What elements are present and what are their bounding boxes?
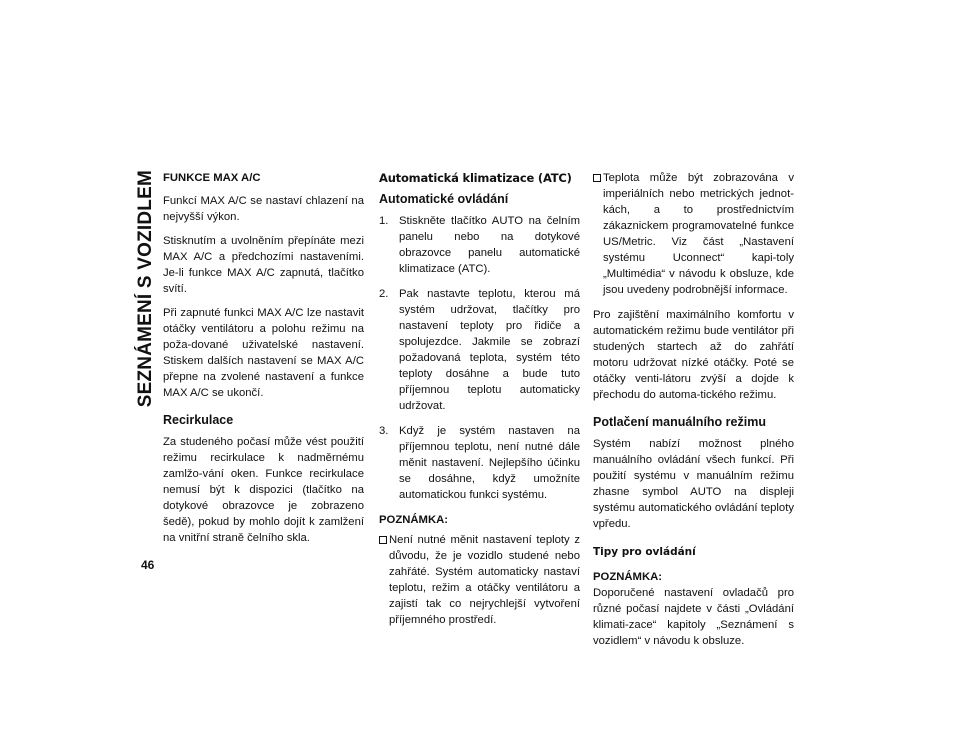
atc-heading: Automatická klimatizace (ATC) (379, 171, 572, 185)
step-text: Když je systém nastaven na příjemnou teplotu, není nutné dále měnit nastavení. Nejlepšího účinku se dosáhne, když umožníte automatickou funkci systému. (399, 425, 580, 501)
paragraph: Za studeného počasí může vést použití režimu recirkulace k nadměrnému zamlžo-vání oken. Funkce recirkulace nemusí být k dispozici (tlačítko na dotykové obrazovce je zobrazeno šedě), pokud by mohlo dojít k zamlžení na vnitřní straně čelního skla. (163, 436, 364, 544)
column-left (163, 170, 364, 554)
list-item (379, 286, 580, 414)
step-text: Pak nastavte teplotu, kterou má systém udržovat, tlačítky pro nastavení teploty pro řidiče a spolujezdce. Jakmile se zobrazí požadovaná teplota, systém této teploty dosáhne a bude tuto příjemnou teplotu automaticky udržovat. (399, 288, 580, 412)
auto-operation-heading: Automatické ovládání (379, 192, 509, 206)
bullet-text: Není nutné měnit nastavení teploty z důvodu, že je vozidlo studené nebo zahřáté. Systém automaticky nastaví teplotu, režim a otáčky ventilátoru a zajistí tak co nejrychlejší vytvoření příjemného prostředí. (389, 534, 580, 626)
column-right (593, 170, 794, 657)
paragraph: Při zapnuté funkci MAX A/C lze nastavit otáčky ventilátoru a polohu režimu na poža-dované uživatelské nastavení. Stiskem dalších nastavení se MAX A/C přepne na zvolené nastavení a funkce MAX A/C se ukončí. (163, 307, 364, 399)
step-number: 1. (379, 215, 389, 227)
steps-list (379, 213, 580, 503)
step-text: Stiskněte tlačítko AUTO na čelním panelu nebo na dotykové obrazovce panelu automatické klimatizace (ATC). (399, 215, 580, 275)
list-item (379, 213, 580, 277)
chapter-side-title-text: SEZNÁMENÍ S VOZIDLEM (135, 170, 156, 408)
note-label: POZNÁMKA: (593, 571, 663, 583)
bullet-text: Teplota může být zobrazována v imperiálních nebo metrických jednot-kách, a to prostřednictvím zákaznickem programovatelné funkce US/Metric. Viz část „Nastavení systému Uconnect“ kapi-toly „Multimédia“ v návodu k obsluze, kde jsou uvedeny podrobnější informace. (603, 172, 794, 296)
list-item (379, 423, 580, 503)
paragraph: Stisknutím a uvolněním přepínáte mezi MAX A/C a předchozími nastaveními. Je-li funkce MAX A/C zapnutá, tlačítko svítí. (163, 235, 364, 295)
note-label: POZNÁMKA: (379, 514, 449, 526)
note-bullet (379, 532, 580, 628)
note-block (593, 569, 794, 649)
chapter-side-title (132, 170, 160, 570)
manual-override-heading: Potlačení manuálního režimu (593, 415, 766, 429)
recirculation-heading: Recirkulace (163, 413, 234, 427)
note-bullet (593, 170, 794, 298)
paragraph: Pro zajištění maximálního komfortu v automatickém režimu bude ventilátor při studených startech až do zahřátí motoru udržovat nízké otáčky. Poté se otáčky venti-látoru zvýší a dojde k přechodu do automa-tického režimu. (593, 309, 794, 401)
paragraph: Systém nabízí možnost plného manuálního ovládání všech funkcí. Při použití systému v manuálním režimu zhasne symbol AUTO na displeji systému automatického ovládání teploty vpředu. (593, 438, 794, 530)
max-ac-heading: FUNKCE MAX A/C (163, 172, 261, 184)
page-number: 46 (141, 558, 155, 572)
square-bullet-icon (593, 174, 601, 182)
note-text: Doporučené nastavení ovladačů pro různé počasí najdete v části „Ovládání klimati-zace“ kapitoly „Seznámení s vozidlem“ v návodu k obsluze. (593, 587, 794, 647)
step-number: 2. (379, 288, 389, 300)
column-middle (379, 170, 580, 637)
square-bullet-icon (379, 536, 387, 544)
step-number: 3. (379, 425, 389, 437)
tips-heading: Tipy pro ovládání (593, 546, 696, 558)
paragraph: Funkcí MAX A/C se nastaví chlazení na nejvyšší výkon. (163, 195, 364, 223)
